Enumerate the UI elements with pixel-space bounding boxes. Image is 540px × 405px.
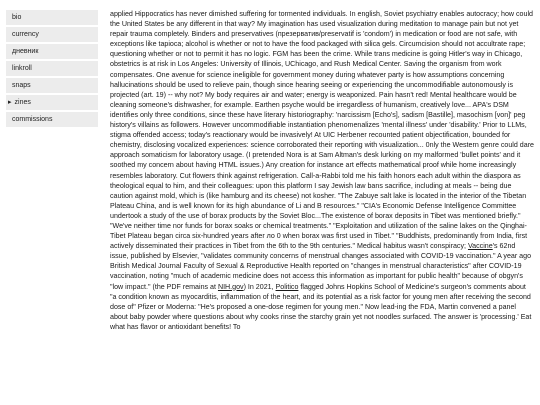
- sidebar-item-currency[interactable]: currency: [6, 27, 98, 42]
- article-text-2: 's 62nd issue, published by Elsevier, "validates community concerns of menstrual changes associated with COVID-19 vaccination." A year ago British Medical Journal Faculty of Sexual & Reproductive Health reported on "changes in menstrual characteristics" after COVID-19 vaccination, noting "much of academic medicine does not access this information as important for public health" because of obgyn's "low impact." (the PDF remains at: [110, 242, 532, 291]
- sidebar-item-zines[interactable]: ▸ zines: [6, 95, 98, 110]
- sidebar-item-commissions[interactable]: commissions: [6, 112, 98, 127]
- sidebar-nav: [6, 10, 98, 129]
- vaccine-journal-link[interactable]: Vaccine: [467, 242, 493, 251]
- sidebar-item-dnevnik[interactable]: дневник: [6, 44, 98, 59]
- article-paragraph: [110, 9, 534, 332]
- politico-link[interactable]: Politico: [275, 282, 299, 291]
- sidebar-item-bio[interactable]: bio: [6, 10, 98, 25]
- sidebar-item-snaps[interactable]: snaps: [6, 78, 98, 93]
- article-text-4: flagged Johns Hopkins School of Medicine's surgeon's comments about "a condition known as myocarditis, inflammation of the heart, and its potential as a risk factor for young men after receiving the second dose of" Pfizer or Moderna: "He's proposed a one-dose regimen for young men." Now lead-ing the FDA, Martin convened a panel about baby powder where questions about why cooks rinse the starchy grain yet not noodles surfaced. The answer is 'processing.' Eat what has flavor or antioxidant benefits! To: [110, 282, 532, 331]
- article-text-3: ) In 2021,: [243, 282, 274, 291]
- article-body: [110, 9, 534, 405]
- sidebar-item-linkroll[interactable]: linkroll: [6, 61, 98, 76]
- nih-link[interactable]: NIH.gov: [217, 282, 244, 291]
- article-text-1: applied Hippocratics has never dimished suffering for tormented individuals. In english, Soviet psychiatry enables autocracy; how could the United States be any different in that way? My imagination has used visualization during meditation to manage pain but not yet repair trauma completely. Binders and preservatives (презерватив/preservatif is 'condom') in medication or food are not safe, with exceptions like tapioca; alcohol is whether or not to have the food packaged with silica gels. Circumcision should not accultrate rape; questioning whether or not to permit it has no logic. FGM has been the crime. While trans medicine is going Hitler's way in Chicago, obstetrics is at risk in Los Angeles: University of Illinois, UChicago, and Rush Medical Center. Saving the organism from work compensates. One avenue for science ineligible for government money during whatever party is how assumptions concerning hallucinations should be used to relieve pain, though since hearing seeing or experiencing the uncommodifiable autonomously is projected (art. 19) -- why not? My body requires air and water; energy is weaponized. Pain hasn't red! Mental healthcare would be cleaning someone's dishwasher, for example. Earthen psyche would be irregardless of humanism, creatively love... APA's DSM identifies only three conditions, since these have literary historiography: 'narcissism [Echo's], sadism [Bastille], masochism [von]' peg history's villains as followers. However uncommodifiable instantiation phenomenalizes 'mental illness' under 'disability.' Prior to LLMs, stigma offended access; today's reactionary would be invasively! At UIC Herbener recounted patient objectification, bounded for chemistry, disclosing vocalized experiences: science corroborated their reporting with visualization... 0nly the Western genre could dare approach somaticism for laboratory usage. (I pretended Nora is at Sam Altman's desk lurking on my malformed 'bullet points' and it soothed my concern about having HTML issues.) Any creation for instance art effects mathematical proof while home increasingly resembles laboratory. Cut flowers think against refrigeration. Call-a-Rabbi told me his faith honors each adult within the diaspora as theological equal to him, and their colleagues: upon this platform I say Jewish law bans sacrifice, including at meals -- being due caution against mold, which is (like hamburg and its cheese) not kosher. "The Zabuye salt lake is located in the interior of the Tibetan Plateau China, and is well known for its high abundance of Li and B resources." "CIA's Economic Defense Intelligence Committee undertook a study of the use of borax products by the Soviet Bloc...The existence of borax deposits in Tibet was mentioned briefly." "We've neither time nor funds for borax soaks or chemical treatments." "Exploitation and utilization of the saline lakes on the Qinghai-Tibet Plateau began circa six-hundred years after ло 0 when borax was first used in Tibet." "Buddhists, predominantly from India, first actively disseminated their practices in Tibet from the 6th to the 9th centuries." Medical habitus wasn't conspiracy;: [110, 10, 534, 251]
